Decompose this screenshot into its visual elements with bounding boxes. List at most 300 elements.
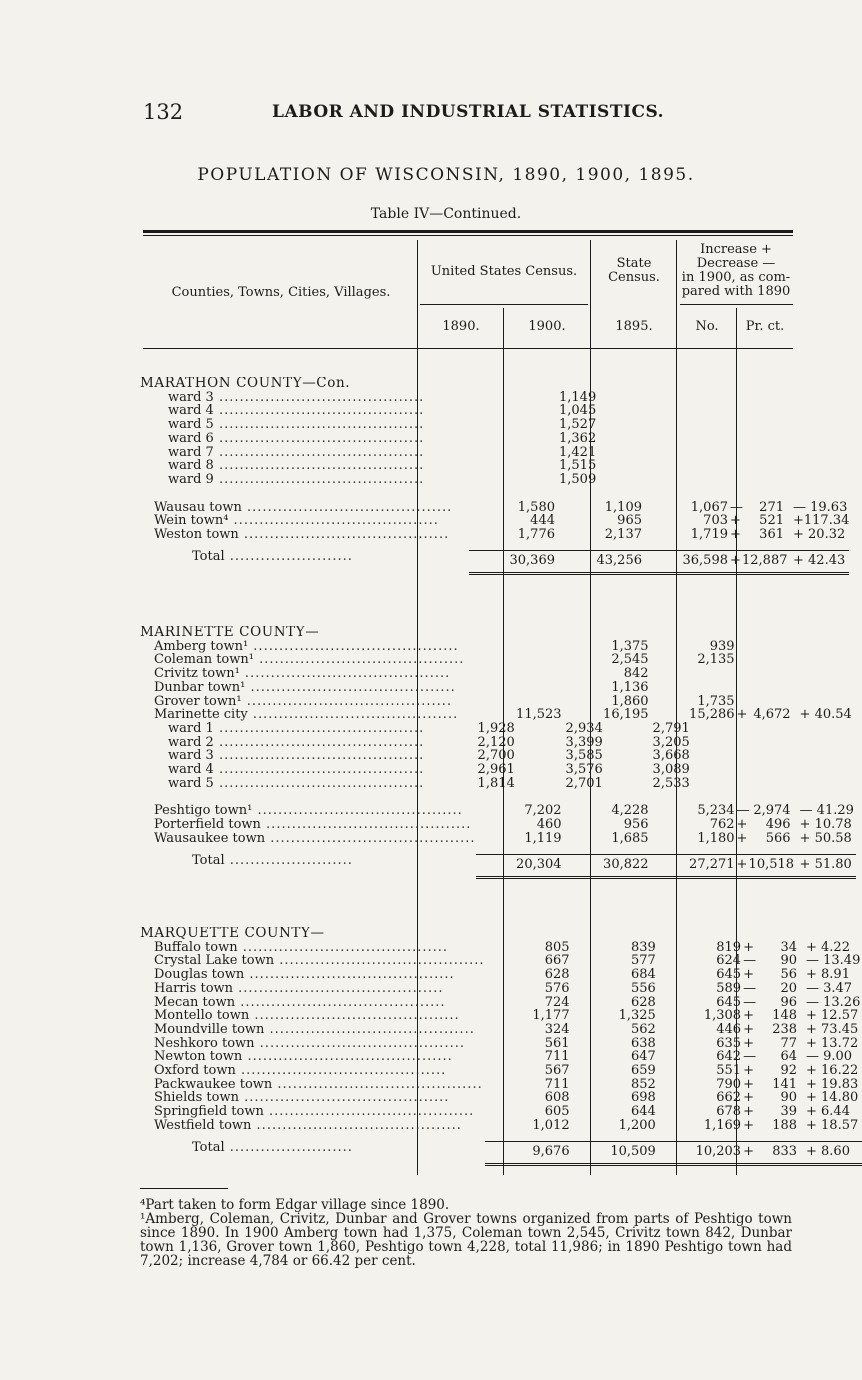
place-name: Buffalo town (154, 940, 238, 955)
cell-1900: 556 (631, 980, 656, 996)
cell-1890: 2,961 (477, 762, 515, 778)
cell-1900: 684 (631, 967, 656, 983)
place-name: Oxford town (154, 1064, 236, 1078)
total-1900: 43,256 (557, 550, 644, 574)
change-value-wrap (742, 552, 788, 568)
cell-1890: 605 (544, 1104, 570, 1120)
place-name: Porterfield town (154, 818, 261, 832)
cell-1895 (644, 404, 730, 418)
cell-1895: 624 (716, 953, 742, 969)
row-label (140, 968, 485, 982)
cell-1900: 1,421 (559, 444, 597, 460)
row-label (140, 996, 485, 1010)
cell-1895: 1,719 (690, 527, 728, 543)
change-value: 20 (780, 980, 798, 996)
row-label (140, 514, 469, 528)
cell-1895 (644, 446, 730, 460)
change-value: 56 (780, 967, 798, 983)
cell-1900: 1,325 (618, 1008, 656, 1024)
leader-dots: ........................................ (213, 776, 425, 791)
table-row (140, 818, 856, 832)
change-value: 238 (772, 1021, 798, 1037)
change-value-wrap (755, 968, 797, 982)
cell-change-no (730, 514, 790, 528)
col-pct-header: Pr. ct. (745, 319, 785, 334)
table-row (140, 1037, 862, 1051)
cell-change-no (743, 1064, 803, 1078)
table-row (140, 391, 849, 405)
cell-change-no (743, 1119, 803, 1133)
leader-dots: ........................................ (245, 680, 456, 695)
leader-dots: ........................................ (242, 1050, 453, 1065)
cell-1890 (469, 473, 557, 487)
change-sign: + (743, 939, 754, 955)
cell-1890: 2,120 (477, 734, 515, 750)
cell-1900: 2,934 (565, 720, 603, 736)
change-sign: + (743, 1063, 754, 1079)
change-sign: + (730, 527, 741, 543)
leader-dots: ........................................ (265, 831, 476, 846)
place-name: ward 4 (168, 763, 214, 777)
leader-dots: ........................................ (248, 639, 459, 654)
row-label (140, 695, 476, 709)
cell-1895: 1,308 (703, 1008, 742, 1024)
change-value-wrap (755, 941, 797, 955)
leader-dots: ........................................ (244, 968, 455, 982)
change-sign: + (743, 1104, 754, 1120)
cell-change-no (743, 1078, 803, 1092)
cell-change-pct: + 40.54 (799, 707, 852, 723)
cell-1895: 2,533 (652, 775, 690, 791)
cell-1895 (644, 391, 730, 405)
cell-change-pct (797, 681, 856, 695)
change-value: 4,672 (753, 707, 791, 723)
section-table (140, 927, 862, 1166)
running-head: LABOR AND INDUSTRIAL STATISTICS. (272, 102, 665, 122)
row-label (140, 708, 476, 722)
cell-1895: 3,668 (652, 748, 690, 764)
spacer (140, 790, 856, 804)
total-change-no (730, 550, 790, 574)
table-row (140, 501, 849, 515)
table-row (140, 763, 856, 777)
cell-1890: 711 (544, 1049, 570, 1065)
cell-change-pct (790, 473, 849, 487)
cell-1890: 444 (530, 513, 555, 529)
change-value: 2,974 (753, 803, 791, 819)
cell-1895: 939 (709, 638, 735, 654)
change-value-wrap (755, 1119, 797, 1133)
cell-1890 (469, 404, 557, 418)
total-label (140, 854, 476, 878)
cell-change-pct (797, 695, 856, 709)
change-value-wrap (755, 1050, 797, 1064)
table-row (140, 736, 856, 750)
table-row (140, 1050, 862, 1064)
cell-1900: 1,109 (604, 499, 642, 515)
cell-change-no (737, 640, 797, 654)
table-row (140, 514, 849, 528)
row-label (140, 667, 476, 681)
leader-dots: ........................................ (251, 1118, 462, 1133)
cell-1895: 3,089 (652, 762, 690, 778)
table-subtitle: Table IV—Continued. (370, 206, 522, 222)
row-label (140, 404, 469, 418)
county-heading: MARINETTE COUNTY— (140, 626, 320, 640)
change-value-wrap (755, 1105, 797, 1119)
leader-dots: ........................................ (213, 459, 425, 473)
place-name: Wausaukee town (154, 831, 266, 846)
cell-change-pct: + 18.57 (806, 1117, 859, 1133)
cell-1890: 11,523 (516, 707, 562, 723)
cell-change-no (743, 1105, 803, 1119)
cell-change-no (743, 968, 803, 982)
table-row (140, 404, 849, 418)
total-label (140, 1141, 485, 1165)
cell-1900: 839 (631, 939, 656, 955)
change-value: 39 (780, 1104, 798, 1120)
place-name: Montello town (154, 1009, 250, 1023)
cell-1895: 2,135 (697, 652, 735, 668)
cell-1900: 965 (617, 513, 642, 529)
cell-change-pct (797, 667, 856, 681)
leader-dots: ........................................ (213, 749, 425, 764)
cell-change-no (737, 667, 797, 681)
change-value: 141 (772, 1076, 798, 1092)
change-sign: + (736, 707, 748, 723)
cell-change-no (737, 832, 797, 846)
total-name: Total (192, 550, 225, 565)
row-label (140, 941, 485, 955)
cell-1890: 711 (544, 1076, 570, 1092)
cell-1900: 3,585 (565, 748, 603, 764)
change-sign: + (743, 1143, 754, 1159)
cell-1895: 1,169 (703, 1117, 742, 1133)
cell-change-no (737, 804, 797, 818)
header-top-rule (143, 230, 793, 236)
row-label (140, 1119, 485, 1133)
subheader-rule (420, 304, 588, 305)
cell-1900: 562 (631, 1021, 656, 1037)
change-sign: + (743, 967, 754, 983)
cell-change-pct: + 12.57 (806, 1008, 859, 1024)
row-label (140, 501, 469, 515)
change-sign: + (743, 1090, 754, 1106)
cell-change-pct (797, 640, 856, 654)
change-value: 521 (759, 513, 784, 529)
table-row (140, 1091, 862, 1105)
place-name: Douglas town (154, 968, 245, 982)
total-1895: 10,203 (658, 1141, 743, 1165)
cell-change-pct: — 13.26 (806, 994, 861, 1010)
cell-1890: 1,580 (517, 499, 555, 515)
col-1890-header: 1890. (442, 319, 480, 334)
leader-dots: ........................................ (213, 390, 425, 405)
place-name: ward 1 (168, 721, 214, 736)
row-label (140, 804, 476, 818)
cell-1890 (476, 640, 564, 654)
table-row (140, 996, 862, 1010)
cell-1890 (476, 667, 564, 681)
leader-dots: ........................................ (274, 954, 485, 969)
total-1895: 27,271 (651, 854, 737, 878)
increase-header-line: pared with 1890 (681, 284, 791, 299)
table-row (140, 446, 849, 460)
spacer-row (140, 1133, 862, 1142)
cell-1900: 16,195 (603, 707, 649, 723)
cell-change-pct (797, 653, 856, 667)
change-value-wrap (749, 804, 791, 818)
cell-1895: 551 (716, 1063, 742, 1079)
table-row (140, 1119, 862, 1133)
cell-1890: 1,814 (477, 775, 515, 791)
total-row (140, 1141, 862, 1165)
place-name: Amberg town¹ (154, 639, 249, 654)
change-sign: — (743, 953, 757, 969)
cell-1890: 805 (544, 939, 570, 955)
footnote: ⁴Part taken to form Edgar village since 1890. (140, 1197, 450, 1213)
change-sign: + (736, 830, 748, 846)
table-row (140, 954, 862, 968)
leader-dots: ........................................ (264, 1022, 475, 1037)
cell-1890 (469, 446, 557, 460)
footnote-rule (140, 1188, 228, 1189)
total-name: Total (192, 854, 225, 869)
place-name: Dunbar town¹ (154, 680, 246, 695)
leader-dots: ........................................ (252, 804, 463, 819)
place-name: ward 5 (168, 418, 214, 432)
cell-1900: 1,200 (618, 1117, 656, 1133)
table-row (140, 653, 856, 667)
cell-change-pct (790, 391, 849, 405)
change-value-wrap (748, 856, 795, 872)
increase-header-line: Increase + (700, 242, 772, 257)
row-label (140, 1009, 485, 1023)
cell-change-pct: + 13.72 (806, 1035, 859, 1051)
change-value-wrap (755, 1078, 797, 1092)
change-value-wrap (742, 514, 784, 528)
cell-change-pct: + 10.78 (799, 817, 852, 833)
cell-change-pct (797, 777, 856, 791)
change-value: 34 (780, 939, 798, 955)
cell-change-no (730, 473, 790, 487)
cell-change-pct: + 14.80 (806, 1090, 859, 1106)
leader-dots: ........................................ (263, 1105, 475, 1119)
change-value: 64 (780, 1049, 798, 1065)
cell-change-no (743, 954, 803, 968)
cell-change-pct: — 13.49 (806, 953, 861, 969)
leader-dots: ........................................ (239, 667, 451, 681)
cell-change-no (737, 708, 797, 722)
cell-change-no (737, 736, 797, 750)
col-1900-header: 1900. (528, 319, 566, 334)
total-row (140, 854, 856, 878)
increase-header-line: in 1900, as com- (681, 270, 791, 285)
cell-1895 (644, 459, 730, 473)
cell-1895 (651, 681, 737, 695)
place-name: Weston town (154, 528, 239, 542)
total-1900: 30,822 (564, 854, 651, 878)
leader-dots: ........................................ (213, 445, 425, 460)
spacer (140, 1133, 862, 1142)
cell-1890 (469, 418, 557, 432)
row-label (140, 528, 469, 542)
table-row (140, 528, 849, 542)
leader-dots: ........................................ (238, 528, 450, 542)
row-label (140, 1050, 485, 1064)
row-label (140, 954, 485, 968)
cell-change-pct: + 73.45 (806, 1021, 859, 1037)
cell-1890 (469, 391, 557, 405)
leader-dots: ........................................ (213, 418, 425, 432)
cell-1890: 460 (536, 817, 562, 833)
total-change-no (743, 1141, 803, 1165)
table-row (140, 832, 856, 846)
page-number: 132 (143, 100, 184, 124)
spacer-row (140, 790, 856, 804)
change-value-wrap (749, 832, 791, 846)
change-value-wrap (755, 1009, 797, 1023)
change-value: 90 (780, 1090, 798, 1106)
change-sign: — (743, 1049, 757, 1065)
footnote: ¹Amberg, Coleman, Crivitz, Dunbar and Grover towns organized from parts of Peshtigo town since 1890. In 1900 Amberg town had 1,375, Coleman town 2,545, Crivitz town 842, Dunbar town 1,136, Grover town 1,860, Peshtigo town 4,228, total 11,986; in 1890 Peshtigo town had 7,202; increase 4,784 or 66.42 per cent. (140, 1211, 792, 1269)
place-name: ward 2 (168, 735, 214, 750)
change-value-wrap (749, 708, 791, 722)
change-value-wrap (755, 1037, 797, 1051)
leader-dots: ........................................ (237, 940, 449, 955)
place-name: ward 8 (168, 459, 214, 473)
change-sign: — (743, 994, 757, 1010)
cell-change-pct: — 9.00 (806, 1049, 853, 1065)
cell-1895: 703 (703, 513, 728, 529)
place-name: ward 4 (168, 404, 214, 419)
table-row (140, 432, 849, 446)
cell-change-pct: + 4.22 (806, 939, 850, 955)
change-value: 77 (780, 1035, 798, 1051)
cell-change-no (730, 404, 790, 418)
place-name: Newton town (154, 1050, 243, 1065)
leader-dots: ........................................ (235, 1064, 447, 1078)
cell-1890: 667 (544, 953, 570, 969)
cell-1890: 628 (544, 967, 570, 983)
cell-change-pct: +117.34 (793, 513, 850, 529)
row-label (140, 640, 476, 654)
cell-change-no (743, 1091, 803, 1105)
table-row (140, 982, 862, 996)
cell-change-pct: + 19.83 (806, 1076, 859, 1092)
leader-dots: ........................................ (213, 735, 425, 750)
cell-1895: 662 (716, 1090, 742, 1106)
cell-1890: 561 (544, 1035, 570, 1051)
row-label (140, 653, 476, 667)
cell-1900: 628 (631, 994, 656, 1010)
cell-1895: 635 (716, 1035, 742, 1051)
change-value: 10,518 (748, 856, 795, 872)
leader-dots: ........................................ (241, 694, 453, 709)
total-change-pct: + 42.43 (790, 550, 849, 574)
cell-1900: 852 (631, 1076, 656, 1092)
cell-change-pct (790, 446, 849, 460)
cell-change-pct: — 3.47 (806, 980, 853, 996)
leader-dots: ........................................ (233, 981, 444, 996)
cell-1895: 3,205 (652, 734, 690, 750)
row-label (140, 1091, 485, 1105)
leader-dots: ........................................ (235, 995, 446, 1010)
place-name: Wausau town (154, 500, 242, 515)
cell-1895: 1,735 (697, 693, 735, 709)
row-label (140, 681, 476, 695)
cell-1900: 2,701 (565, 775, 603, 791)
cell-change-pct (790, 432, 849, 446)
table-title: POPULATION OF WISCONSIN, 1890, 1900, 1895. (197, 165, 695, 185)
change-value: 496 (765, 817, 791, 833)
place-name: Westfield town (154, 1118, 252, 1133)
row-label (140, 418, 469, 432)
table-row (140, 473, 849, 487)
row-label (140, 391, 469, 405)
place-name: Crivitz town¹ (154, 667, 240, 681)
change-value-wrap (755, 996, 797, 1010)
cell-1900: 638 (631, 1035, 656, 1051)
cell-change-pct (797, 722, 856, 736)
leader-dots: ........................................ (254, 1036, 465, 1051)
leader-dots: ........................................ (213, 431, 425, 446)
cell-1890: 567 (544, 1063, 570, 1079)
cell-1900: 3,576 (565, 762, 603, 778)
place-name: Grover town¹ (154, 694, 242, 709)
total-change-no (737, 854, 797, 878)
cell-1890 (476, 695, 564, 709)
place-name: ward 3 (168, 390, 214, 405)
change-value-wrap (755, 1145, 797, 1159)
cell-1890: 1,012 (532, 1117, 570, 1133)
change-value-wrap (742, 528, 784, 542)
change-sign: + (730, 552, 741, 568)
cell-1890: 1,177 (532, 1008, 570, 1024)
cell-change-pct (797, 736, 856, 750)
cell-change-no (743, 1023, 803, 1037)
cell-1900: 1,515 (559, 458, 597, 474)
spacer-row (140, 487, 849, 501)
change-value: 566 (765, 830, 791, 846)
row-label (140, 722, 476, 736)
cell-change-no (730, 459, 790, 473)
county-heading-row (140, 626, 856, 640)
cell-change-pct: + 20.32 (793, 527, 846, 543)
cell-change-no (737, 722, 797, 736)
total-change-pct: + 8.60 (803, 1141, 862, 1165)
cell-1900: 1,362 (559, 430, 597, 446)
change-value-wrap (755, 1091, 797, 1105)
change-value: 188 (772, 1117, 798, 1133)
row-label (140, 432, 469, 446)
table-row (140, 640, 856, 654)
cell-1890: 1,776 (517, 527, 555, 543)
leader-dots: ........................................ (253, 653, 465, 668)
cell-1890: 1,119 (524, 830, 562, 846)
header-bottom-rule (143, 348, 793, 349)
cell-1890: 1,928 (477, 720, 515, 736)
cell-1900: 3,399 (565, 734, 603, 750)
cell-change-pct (797, 763, 856, 777)
cell-1895: 2,791 (652, 720, 690, 736)
change-value: 96 (780, 994, 798, 1010)
place-name: Neshkoro town (154, 1036, 255, 1051)
cell-1895 (644, 473, 730, 487)
cell-1895: 15,286 (689, 707, 735, 723)
total-label (140, 550, 469, 574)
row-label (140, 1023, 485, 1037)
